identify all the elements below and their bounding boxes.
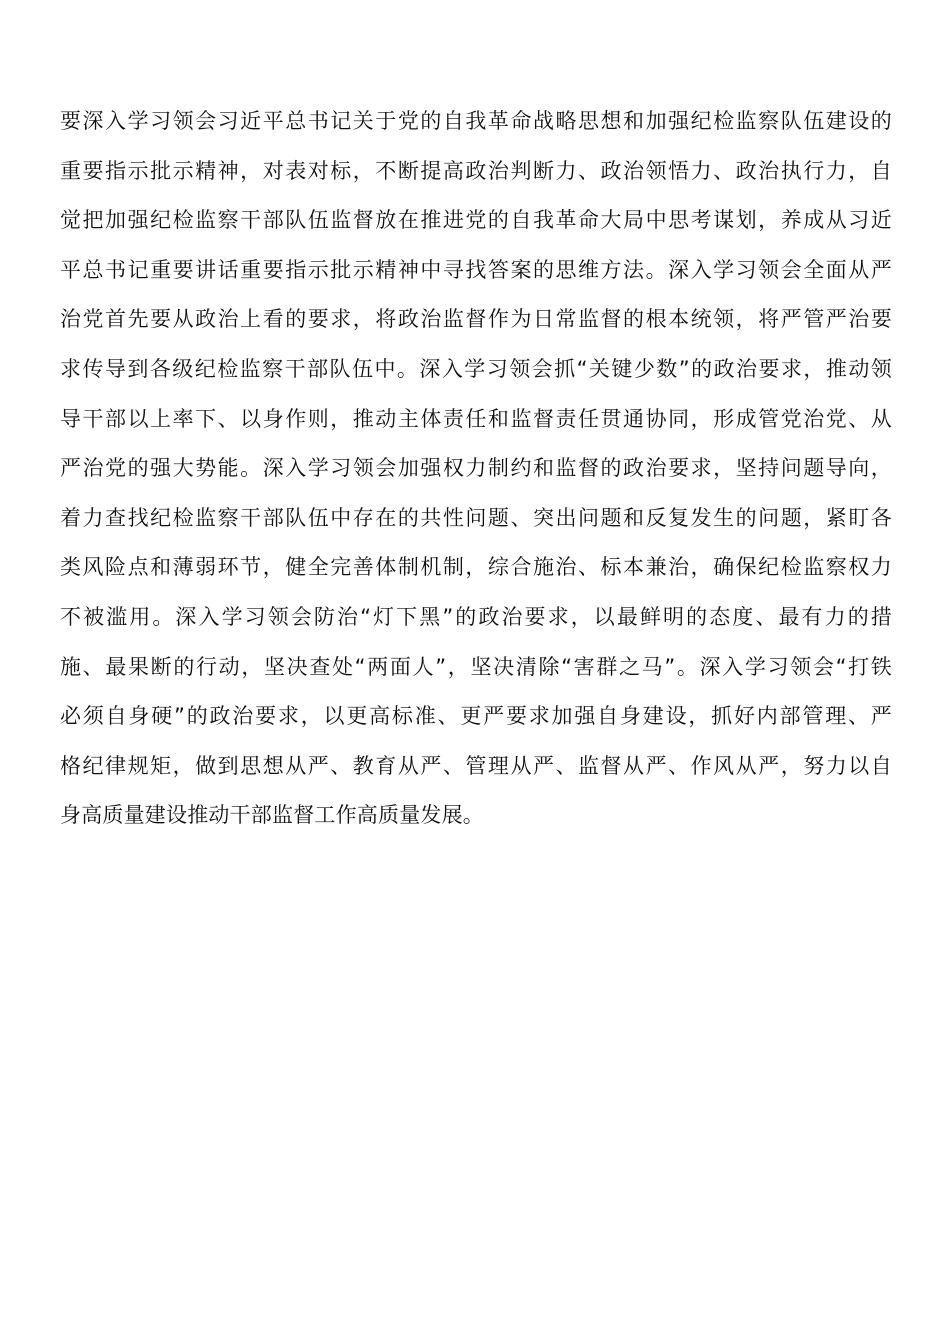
paragraph-line-8: 严治党的强大势能。深入学习领会加强权力制约和监督的政治要求，坚持问题导向， — [60, 456, 892, 481]
paragraph-line-13: 必须自身硬”的政治要求，以更高标准、更严要求加强自身建设，抓好内部管理、严 — [60, 704, 892, 729]
paragraph-line-3: 觉把加强纪检监察干部队伍监督放在推进党的自我革命大局中思考谋划，养成从习近 — [60, 208, 892, 233]
paragraph-line-9: 着力查找纪检监察干部队伍中存在的共性问题、突出问题和反复发生的问题，紧盯各 — [60, 505, 892, 530]
paragraph-line-12: 施、最果断的行动，坚决查处“两面人”，坚决清除“害群之马”。深入学习领会“打铁 — [60, 654, 892, 679]
paragraph-line-6: 求传导到各级纪检监察干部队伍中。深入学习领会抓“关键少数”的政治要求，推动领 — [60, 356, 892, 381]
paragraph-line-15: 身高质量建设推动干部监督工作高质量发展。 — [60, 803, 484, 828]
paragraph-line-4: 平总书记重要讲话重要指示批示精神中寻找答案的思维方法。深入学习领会全面从严 — [60, 257, 892, 282]
paragraph-line-2: 重要指示批示精神，对表对标，不断提高政治判断力、政治领悟力、政治执行力，自 — [60, 158, 892, 183]
paragraph-line-11: 不被滥用。深入学习领会防治“灯下黑”的政治要求，以最鲜明的态度、最有力的措 — [60, 604, 892, 629]
paragraph-line-7: 导干部以上率下、以身作则，推动主体责任和监督责任贯通协同，形成管党治党、从 — [60, 406, 892, 431]
paragraph-line-10: 类风险点和薄弱环节，健全完善体制机制，综合施治、标本兼治，确保纪检监察权力 — [60, 555, 892, 580]
paragraph-line-5: 治党首先要从政治上看的要求，将政治监督作为日常监督的根本统领，将严管严治要 — [60, 307, 892, 332]
paragraph-line-14: 格纪律规矩，做到思想从严、教育从严、管理从严、监督从严、作风从严，努力以自 — [60, 753, 892, 778]
body-paragraph — [60, 97, 892, 841]
paragraph-line-1: 要深入学习领会习近平总书记关于党的自我革命战略思想和加强纪检监察队伍建设的 — [60, 109, 892, 133]
